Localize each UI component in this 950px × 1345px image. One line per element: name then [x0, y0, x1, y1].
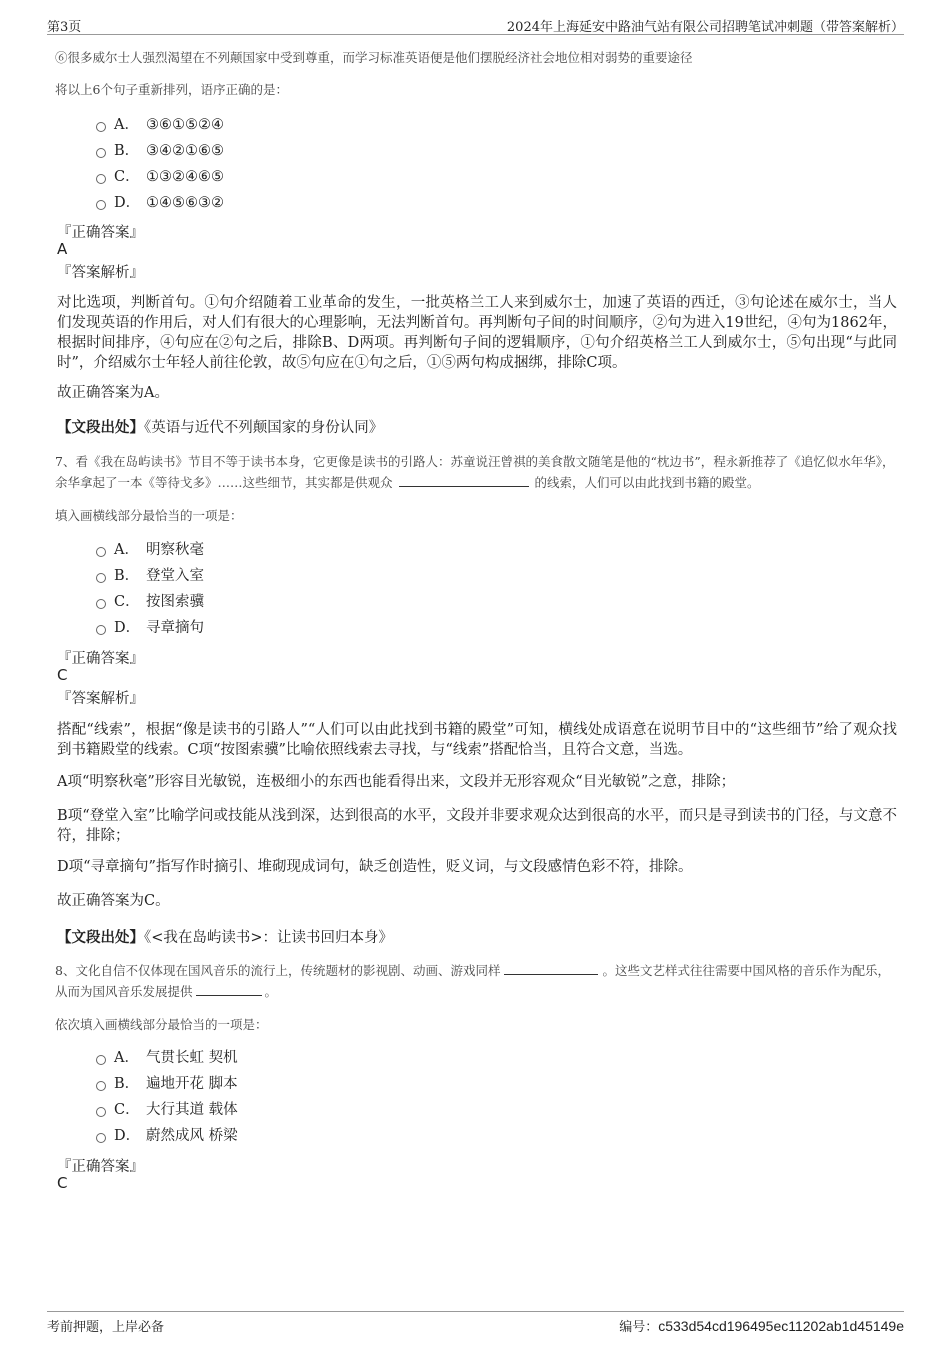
q7-analysis-b: B项“登堂入室”比喻学问或技能从浅到深，达到很高的水平，文段并非要求观众达到很高的水平，而只是寻到读书的门径，与文意不符，排除； [57, 808, 897, 844]
document-code: 编号：c533d54cd196495ec11202ab1d45149e [619, 1318, 904, 1335]
q7-option-a[interactable]: A． 明察秋毫 [96, 539, 204, 561]
radio-icon[interactable] [96, 174, 106, 184]
radio-icon[interactable] [96, 573, 106, 583]
radio-icon[interactable] [96, 1133, 106, 1143]
q7-analysis: 搭配“线索”，根据“像是读书的引路人”“人们可以由此找到书籍的殿堂”可知，横线处成语意在说明节目中的“这些细节”给了观众找到书籍殿堂的线索。C项“按图索骥”比喻依照线索去寻找，与“线索”搭配恰当，且符合文意，当选。 [57, 722, 897, 758]
answer-blank [504, 962, 598, 975]
document-title: 2024年上海延安中路油气站有限公司招聘笔试冲刺题（带答案解析） [506, 20, 904, 35]
q6-sentence-6: ⑥很多威尔士人强烈渴望在不列颠国家中受到尊重，而学习标准英语便是他们摆脱经济社会地位相对弱势的重要途径 [55, 50, 693, 65]
q8-answer: C [57, 1174, 68, 1192]
q6-prompt: 将以上6个句子重新排列，语序正确的是： [55, 82, 288, 97]
q7-prompt: 填入画横线部分最恰当的一项是： [55, 508, 243, 523]
q7-analysis-d: D项“寻章摘句”指写作时摘引、堆砌现成词句，缺乏创造性，贬义词，与文段感情色彩不符，排除。 [57, 859, 693, 875]
q7-answer: C [57, 666, 68, 684]
q7-analysis-label: 『答案解析』 [57, 691, 144, 707]
radio-icon[interactable] [96, 1081, 106, 1091]
q6-option-d[interactable]: D． ①④⑤⑥③② [96, 192, 224, 214]
answer-blank [196, 983, 262, 996]
q7-option-b[interactable]: B． 登堂入室 [96, 565, 204, 587]
q7-source: 【文段出处】《<我在岛屿读书>：让读书回归本身》 [57, 929, 394, 946]
q6-conclusion: 故正确答案为A。 [57, 385, 169, 401]
footer-slogan: 考前押题，上岸必备 [47, 1320, 165, 1335]
radio-icon[interactable] [96, 625, 106, 635]
q6-answer: A [57, 240, 68, 258]
q7-option-c[interactable]: C． 按图索骥 [96, 591, 204, 613]
q7-analysis-a: A项“明察秋毫”形容目光敏锐，连极细小的东西也能看得出来，文段并无形容观众“目光敏锐”之意，排除； [57, 774, 736, 790]
q8-prompt: 依次填入画横线部分最恰当的一项是： [55, 1017, 268, 1032]
q8-stem: 8、文化自信不仅体现在国风音乐的流行上，传统题材的影视剧、动画、游戏同样 。这些文艺样式往往需要中国风格的音乐作为配乐，从而为国风音乐发展提供 。 [55, 963, 890, 999]
radio-icon[interactable] [96, 599, 106, 609]
page-footer [47, 1311, 904, 1336]
q7-answer-label: 『正确答案』 [57, 651, 144, 667]
q6-option-a[interactable]: A． ③⑥①⑤②④ [96, 114, 224, 136]
page-header [47, 14, 904, 35]
page-number: 第3页 [47, 20, 82, 35]
answer-blank [399, 474, 529, 487]
q8-answer-label: 『正确答案』 [57, 1159, 144, 1175]
q6-analysis: 对比选项，判断首句。①句介绍随着工业革命的发生，一批英格兰工人来到威尔士，加速了英语的西迁，③句论述在威尔士，当人们发现英语的作用后，对人们有很大的心理影响，无法判断首句。再判断句子间的时间顺序，②句为进入19世纪，④句为1862年，根据时间排序，④句应在②句之后，排除B、D两项。再判断句子间的逻辑顺序，①句介绍英格兰工人到威尔士，⑤句出现“与此同时”，介绍威尔士年轻人前往伦敦，故⑤句应在①句之后，①⑤两句构成捆绑，排除C项。 [57, 295, 897, 371]
q6-analysis-label: 『答案解析』 [57, 265, 144, 281]
radio-icon[interactable] [96, 200, 106, 210]
q8-option-c[interactable]: C． 大行其道 载体 [96, 1099, 238, 1121]
q7-stem: 7、看《我在岛屿读书》节目不等于读书本身，它更像是读书的引路人：苏童说汪曾祺的美食散文随笔是他的“枕边书”，程永新推荐了《追忆似水年华》，余华拿起了一本《等待戈多》……这些细节，其实都是供观众 的线索，人们可以由此找到书籍的殿堂。 [55, 454, 895, 490]
q7-option-d[interactable]: D． 寻章摘句 [96, 617, 204, 639]
q8-option-d[interactable]: D． 蔚然成风 桥梁 [96, 1125, 238, 1147]
radio-icon[interactable] [96, 1055, 106, 1065]
q8-option-a[interactable]: A． 气贯长虹 契机 [96, 1047, 238, 1069]
q7-conclusion: 故正确答案为C。 [57, 893, 170, 909]
q6-source: 【文段出处】《英语与近代不列颠国家的身份认同》 [57, 419, 384, 436]
radio-icon[interactable] [96, 122, 106, 132]
q6-option-b[interactable]: B． ③④②①⑥⑤ [96, 140, 224, 162]
radio-icon[interactable] [96, 547, 106, 557]
radio-icon[interactable] [96, 1107, 106, 1117]
radio-icon[interactable] [96, 148, 106, 158]
q8-option-b[interactable]: B． 遍地开花 脚本 [96, 1073, 238, 1095]
q6-answer-label: 『正确答案』 [57, 225, 144, 241]
q6-option-c[interactable]: C． ①③②④⑥⑤ [96, 166, 224, 188]
